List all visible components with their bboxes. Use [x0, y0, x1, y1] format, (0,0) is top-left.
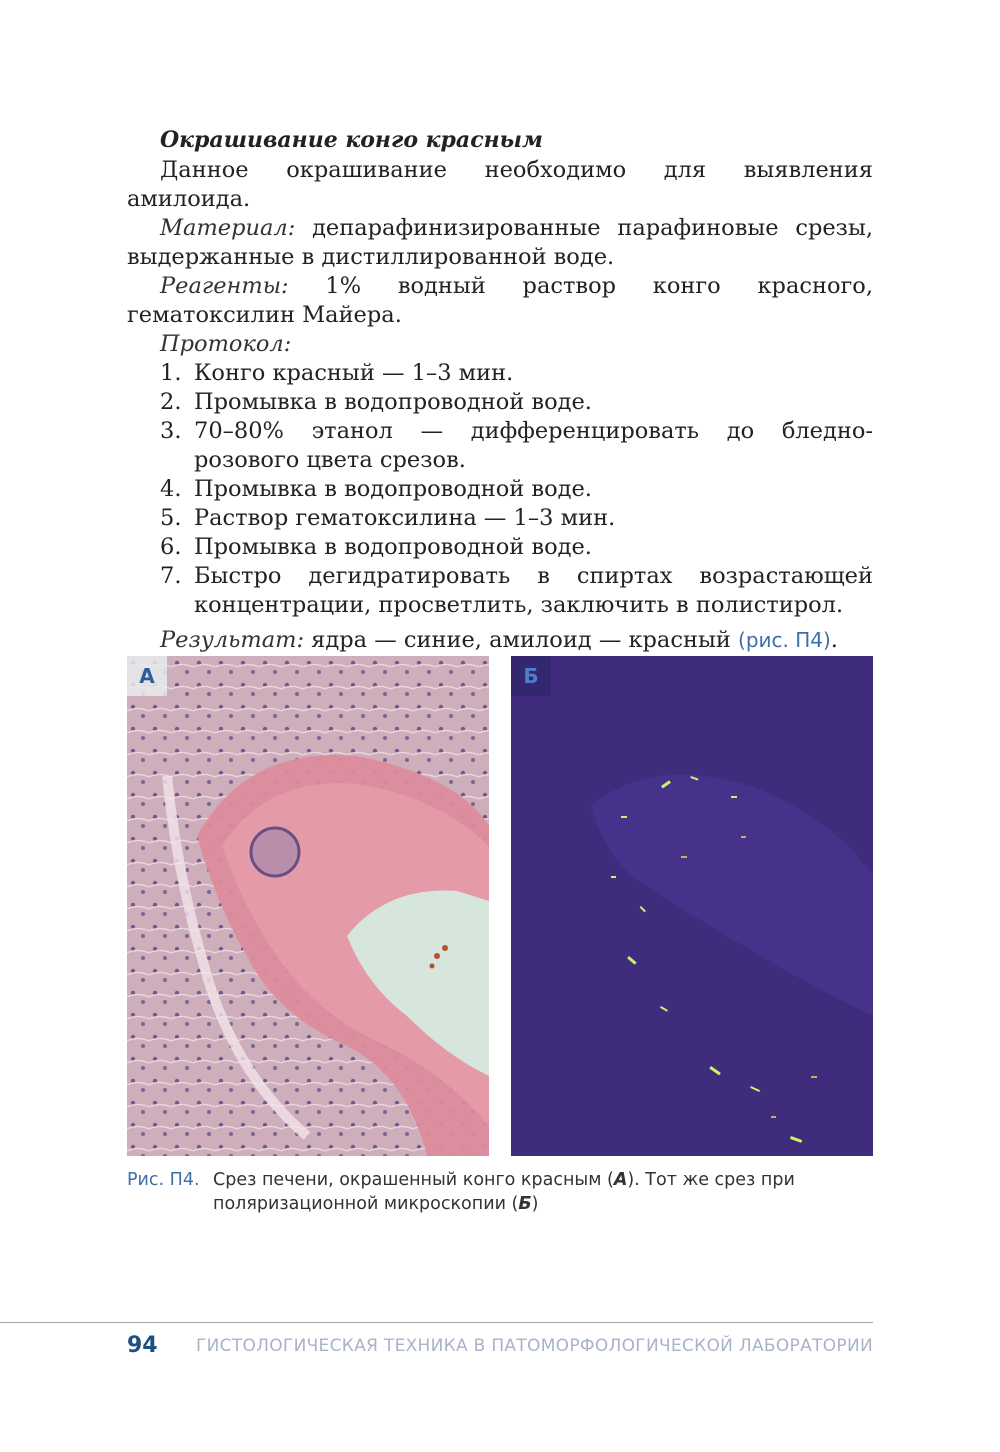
- step-text: Промывка в водопроводной воде.: [194, 476, 592, 502]
- intro-paragraph: Данное окрашивание необходимо для выявления амилоида.: [127, 157, 873, 212]
- micrograph-panel-b: [511, 656, 873, 1156]
- figure-caption-label: Рис. П4.: [127, 1170, 200, 1190]
- result-paragraph: [127, 626, 873, 655]
- body-text: [127, 156, 873, 655]
- step-number: 3.: [160, 418, 182, 444]
- result-text: ядра — синие, амилоид — красный: [304, 627, 739, 653]
- protocol-steps: [127, 359, 873, 620]
- list-item: [160, 388, 873, 417]
- material-label: Материал:: [160, 215, 296, 241]
- list-item: [160, 533, 873, 562]
- step-number: 7.: [160, 563, 182, 589]
- reagents-paragraph: [127, 272, 873, 330]
- caption-panel-b-ref: Б: [518, 1194, 532, 1214]
- material-paragraph: [127, 214, 873, 272]
- step-text: Раствор гематоксилина — 1–3 мин.: [194, 505, 616, 531]
- step-number: 4.: [160, 476, 182, 502]
- figure-caption: [127, 1168, 873, 1216]
- step-text: Быстро дегидратировать в спиртах возрастающей концентрации, просветлить, заключить в полистирол.: [194, 563, 873, 618]
- result-end: .: [830, 627, 838, 653]
- footer-divider: [0, 1322, 873, 1323]
- section-heading: Окрашивание конго красным: [160, 127, 543, 153]
- material-text: депарафинизированные парафиновые срезы, выдержанные в дистиллированной воде.: [127, 215, 873, 270]
- list-item: [160, 475, 873, 504]
- step-text: 70–80% этанол — дифференцировать до бледно-розового цвета срезов.: [194, 418, 873, 473]
- list-item: [160, 359, 873, 388]
- figure-caption-text: [213, 1168, 873, 1216]
- step-text: Конго красный — 1–3 мин.: [194, 360, 514, 386]
- micrograph-panel-a: [127, 656, 489, 1156]
- caption-part-2: ). Тот же срез при поляризационной микроскопии (: [213, 1170, 795, 1214]
- page-number: 94: [127, 1333, 158, 1358]
- reagents-label: Реагенты:: [160, 273, 289, 299]
- step-number: 6.: [160, 534, 182, 560]
- caption-part-3: ): [531, 1194, 539, 1214]
- list-item: [160, 562, 873, 620]
- protocol-label: Протокол:: [160, 331, 292, 357]
- step-number: 5.: [160, 505, 182, 531]
- list-item: [160, 504, 873, 533]
- step-text: Промывка в водопроводной воде.: [194, 389, 592, 415]
- step-number: 2.: [160, 389, 182, 415]
- step-text: Промывка в водопроводной воде.: [194, 534, 592, 560]
- reagents-text: 1% водный раствор конго красного, гематоксилин Майера.: [127, 273, 873, 328]
- panel-a-label: А: [127, 656, 167, 696]
- caption-part-1: Срез печени, окрашенный конго красным (: [213, 1170, 614, 1190]
- caption-panel-a-ref: А: [613, 1170, 628, 1190]
- figure-reference-link[interactable]: (рис. П4): [738, 628, 831, 652]
- step-number: 1.: [160, 360, 182, 386]
- micrograph-a-image: [127, 656, 489, 1156]
- result-label: Результат:: [160, 627, 305, 653]
- panel-b-label: Б: [511, 656, 551, 696]
- list-item: [160, 417, 873, 475]
- micrograph-b-image: [511, 656, 873, 1156]
- running-title: ГИСТОЛОГИЧЕСКАЯ ТЕХНИКА В ПАТОМОРФОЛОГИЧЕСКОЙ ЛАБОРАТОРИИ: [195, 1336, 873, 1356]
